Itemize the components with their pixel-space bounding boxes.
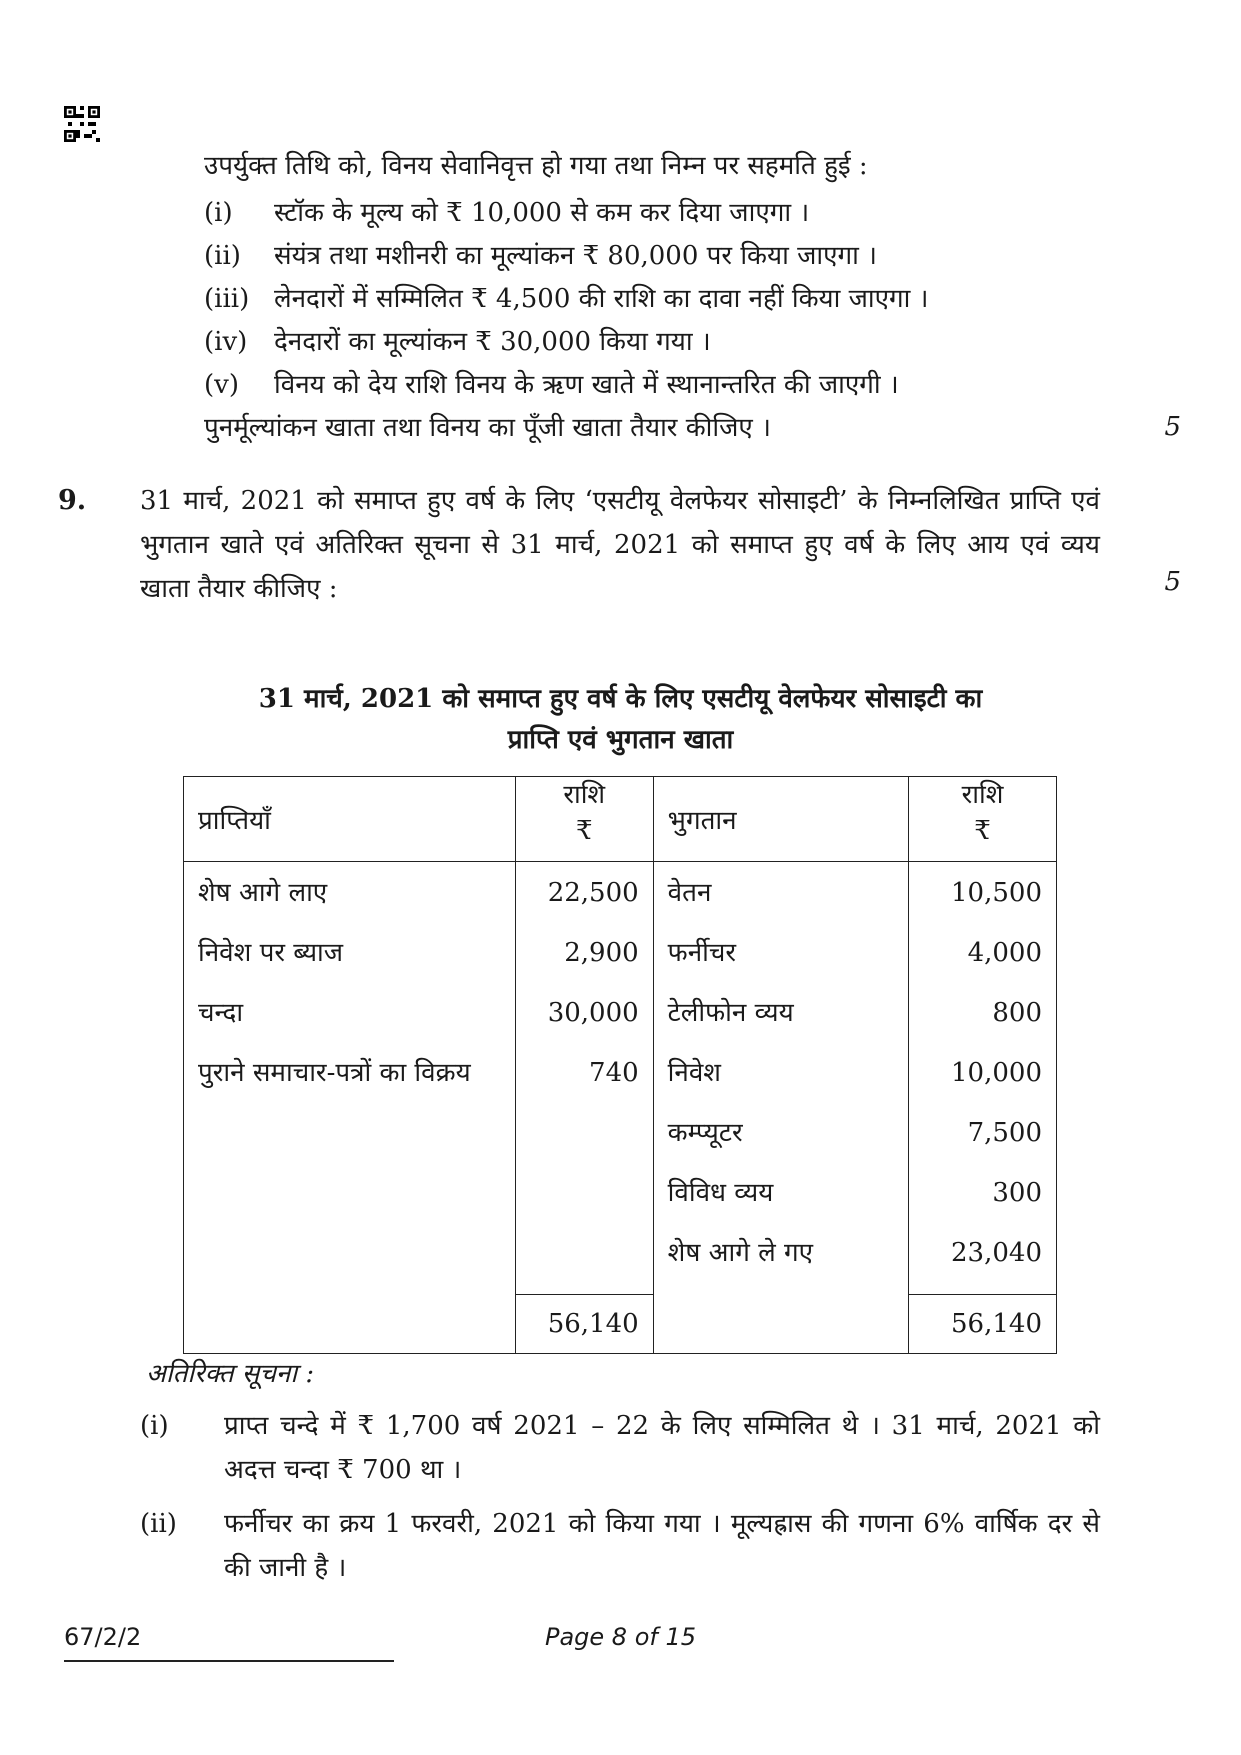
amount-label: राशि bbox=[563, 780, 606, 810]
receipt-amount: 22,500 bbox=[547, 878, 639, 908]
item-text: लेनदारों में सम्मिलित ₹ 4,500 की राशि का दावा नहीं किया जाएगा । bbox=[274, 284, 929, 314]
instruction-text: पुनर्मूल्यांकन खाता तथा विनय का पूँजी खाता तैयार कीजिए । bbox=[204, 413, 771, 443]
item-label: (ii) bbox=[204, 241, 241, 271]
payment-item: निवेश bbox=[667, 1058, 721, 1088]
question-text: 31 मार्च, 2021 को समाप्त हुए वर्ष के लिए ‘एसटीयू वेलफेयर सोसाइटी’ के निम्नलिखित प्राप्ति एवं भुगतान खाते एवं अतिरिक्त सूचना से 31 मार्च, 2021 को समाप्त हुए वर्ष के लिए आय एवं व्यय खाता तैयार कीजिए : bbox=[140, 486, 1100, 604]
list-item bbox=[204, 326, 711, 358]
table-title: 31 मार्च, 2021 को समाप्त हुए वर्ष के लिए एसटीयू वेलफेयर सोसाइटी का bbox=[258, 684, 983, 714]
table-total-row bbox=[184, 1295, 1057, 1354]
receipts-total: 56,140 bbox=[515, 1295, 653, 1354]
question-number: 9. bbox=[58, 485, 87, 516]
table-subtitle: प्राप्ति एवं भुगतान खाता bbox=[507, 725, 734, 755]
receipt-item: निवेश पर ब्याज bbox=[198, 938, 344, 968]
additional-info-heading: अतिरिक्त सूचना : bbox=[146, 1359, 315, 1389]
additional-item-label: (ii) bbox=[140, 1509, 177, 1539]
list-item bbox=[204, 369, 899, 401]
item-label: (iii) bbox=[204, 284, 250, 314]
payment-amount: 7,500 bbox=[967, 1118, 1042, 1148]
payment-item: फर्नीचर bbox=[667, 938, 737, 968]
receipt-amount: 740 bbox=[589, 1058, 639, 1088]
payments-items-column bbox=[653, 862, 908, 1295]
additional-item-text: प्राप्त चन्दे में ₹ 1,700 वर्ष 2021 – 22 के लिए सम्मिलित थे । 31 मार्च, 2021 को अदत्त चन्दा ₹ 700 था । bbox=[224, 1411, 1100, 1485]
list-item bbox=[204, 240, 877, 272]
list-item bbox=[204, 197, 809, 229]
payments-header: भुगतान bbox=[653, 777, 908, 862]
item-label: (v) bbox=[204, 370, 239, 400]
receipt-amount: 2,900 bbox=[564, 938, 639, 968]
payment-amount: 300 bbox=[992, 1178, 1042, 1208]
payment-item: शेष आगे ले गए bbox=[667, 1238, 814, 1268]
page-number: Page 8 of 15 bbox=[544, 1623, 696, 1651]
payments-amount-column bbox=[909, 862, 1057, 1295]
receipts-payments-table bbox=[183, 776, 1057, 1354]
footer-divider bbox=[64, 1660, 394, 1662]
receipts-items-column bbox=[184, 862, 516, 1295]
payment-amount: 10,000 bbox=[951, 1058, 1042, 1088]
marks: 5 bbox=[1164, 567, 1181, 597]
receipt-item: चन्दा bbox=[198, 998, 244, 1028]
payment-amount: 4,000 bbox=[967, 938, 1042, 968]
table-body-row bbox=[184, 862, 1057, 1295]
payment-item: वेतन bbox=[667, 878, 712, 908]
additional-item-label: (i) bbox=[140, 1411, 169, 1441]
receipt-item: पुराने समाचार-पत्रों का विक्रय bbox=[198, 1058, 471, 1088]
additional-item-text: फर्नीचर का क्रय 1 फरवरी, 2021 को किया गया । मूल्यह्रास की गणना 6% वार्षिक दर से की जानी है । bbox=[224, 1509, 1100, 1583]
payment-item: कम्प्यूटर bbox=[667, 1118, 743, 1148]
amount-label: राशि bbox=[961, 780, 1004, 810]
currency-symbol: ₹ bbox=[575, 816, 593, 846]
receipt-item: शेष आगे लाए bbox=[198, 878, 328, 908]
payment-amount: 10,500 bbox=[951, 878, 1042, 908]
receipt-amount: 30,000 bbox=[547, 998, 639, 1028]
empty-cell bbox=[653, 1295, 908, 1354]
item-text: संयंत्र तथा मशीनरी का मूल्यांकन ₹ 80,000 पर किया जाएगा । bbox=[274, 241, 877, 271]
item-label: (iv) bbox=[204, 327, 248, 357]
table-header-row bbox=[184, 777, 1057, 862]
intro-text: उपर्युक्त तिथि को, विनय सेवानिवृत्त हो गया तथा निम्न पर सहमति हुई : bbox=[204, 151, 868, 181]
payment-amount: 23,040 bbox=[951, 1238, 1042, 1268]
list-item bbox=[204, 283, 929, 315]
item-text: देनदारों का मूल्यांकन ₹ 30,000 किया गया । bbox=[274, 327, 711, 357]
amount-header bbox=[909, 777, 1057, 862]
amount-header bbox=[515, 777, 653, 862]
payment-amount: 800 bbox=[992, 998, 1042, 1028]
item-text: स्टॉक के मूल्य को ₹ 10,000 से कम कर दिया जाएगा । bbox=[274, 198, 810, 228]
receipts-amount-column bbox=[515, 862, 653, 1295]
empty-cell bbox=[184, 1295, 516, 1354]
currency-symbol: ₹ bbox=[974, 816, 991, 846]
item-label: (i) bbox=[204, 198, 233, 228]
qr-code-icon bbox=[64, 106, 100, 142]
payment-item: विविध व्यय bbox=[667, 1178, 774, 1208]
receipts-header: प्राप्तियाँ bbox=[184, 777, 516, 862]
payments-total: 56,140 bbox=[909, 1295, 1057, 1354]
payment-item: टेलीफोन व्यय bbox=[667, 998, 794, 1028]
item-text: विनय को देय राशि विनय के ऋण खाते में स्थानान्तरित की जाएगी । bbox=[274, 370, 899, 400]
paper-code: 67/2/2 bbox=[64, 1623, 142, 1651]
marks: 5 bbox=[1164, 412, 1181, 442]
